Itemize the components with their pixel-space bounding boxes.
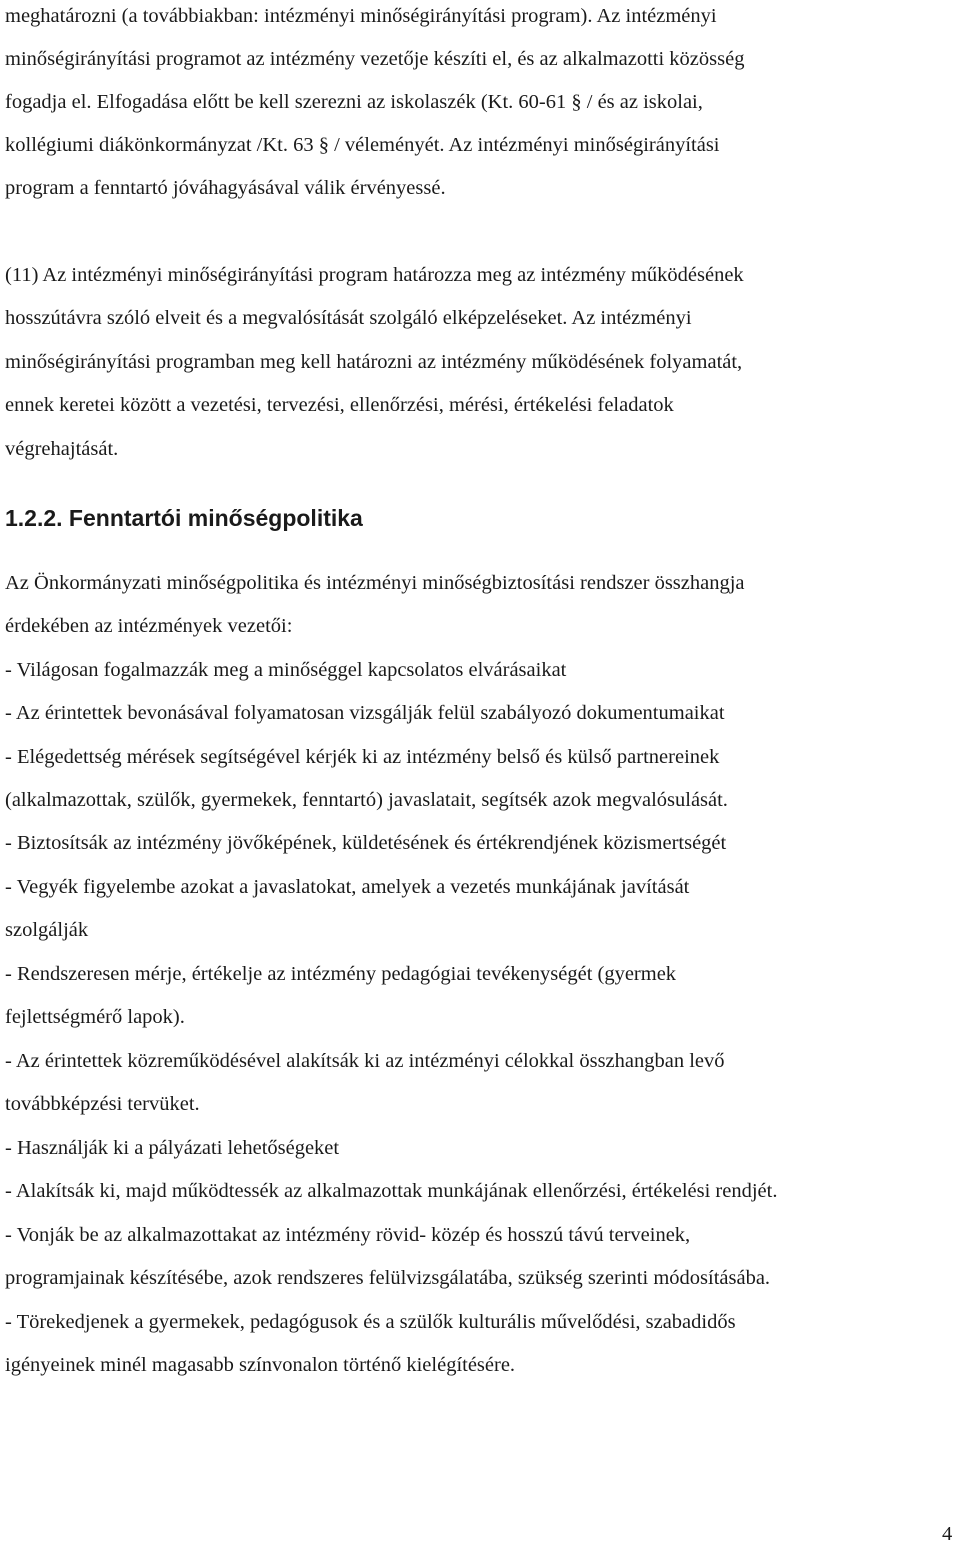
list-item: - Biztosítsák az intézmény jövőképének, küldetésének és értékrendjének közismertségét bbox=[5, 832, 727, 854]
text-line: programjainak készítésébe, azok rendszeres felülvizsgálatába, szükség szerinti módosításába. bbox=[5, 1267, 771, 1289]
list-item: - Elégedettség mérések segítségével kérjék ki az intézmény belső és külső partnereinek bbox=[5, 746, 720, 768]
text-line: fogadja el. Elfogadása előtt be kell szerezni az iskolaszék (Kt. 60-61 § / és az iskolai, bbox=[5, 91, 703, 113]
section-heading: 1.2.2. Fenntartói minőségpolitika bbox=[5, 505, 363, 531]
text-line: szolgálják bbox=[5, 919, 89, 941]
page-number: 4 bbox=[942, 1523, 953, 1545]
text-line: minőségirányítási programban meg kell határozni az intézmény működésének folyamatát, bbox=[5, 351, 743, 373]
text-line: (11) Az intézményi minőségirányítási program határozza meg az intézmény működésének bbox=[5, 264, 744, 286]
text-line: (alkalmazottak, szülők, gyermekek, fenntartó) javaslatait, segítsék azok megvalósulását. bbox=[5, 789, 728, 811]
text-line: fejlettségmérő lapok). bbox=[5, 1006, 185, 1028]
list-item: - Alakítsák ki, majd működtessék az alkalmazottak munkájának ellenőrzési, értékelési rendjét. bbox=[5, 1180, 778, 1202]
text-line: meghatározni (a továbbiakban: intézményi minőségirányítási program). Az intézményi bbox=[5, 5, 717, 27]
text-line: Az Önkormányzati minőségpolitika és intézményi minőségbiztosítási rendszer összhangja bbox=[5, 572, 745, 594]
text-line: ennek keretei között a vezetési, tervezési, ellenőrzési, mérési, értékelési feladatok bbox=[5, 394, 674, 416]
list-item: - Rendszeresen mérje, értékelje az intézmény pedagógiai tevékenységét (gyermek bbox=[5, 963, 677, 985]
list-item: - Használják ki a pályázati lehetőségeket bbox=[5, 1137, 340, 1159]
text-line: program a fenntartó jóváhagyásával válik érvényessé. bbox=[5, 177, 446, 199]
list-item: - Az érintettek közreműködésével alakítsák ki az intézményi célokkal összhangban levő bbox=[5, 1050, 725, 1072]
list-item: - Vonják be az alkalmazottakat az intézmény rövid- közép és hosszú távú terveinek, bbox=[5, 1224, 691, 1246]
text-line: érdekében az intézmények vezetői: bbox=[5, 615, 293, 637]
list-item: - Világosan fogalmazzák meg a minőséggel kapcsolatos elvárásaikat bbox=[5, 659, 567, 681]
text-line: igényeinek minél magasabb színvonalon történő kielégítésére. bbox=[5, 1354, 516, 1376]
list-item: - Törekedjenek a gyermekek, pedagógusok és a szülők kulturális művelődési, szabadidős bbox=[5, 1311, 736, 1333]
text-line: végrehajtását. bbox=[5, 438, 119, 460]
text-line: kollégiumi diákönkormányzat /Kt. 63 § / véleményét. Az intézményi minőségirányítási bbox=[5, 134, 720, 156]
list-item: - Vegyék figyelembe azokat a javaslatokat, amelyek a vezetés munkájának javítását bbox=[5, 876, 690, 898]
text-line: továbbképzési tervüket. bbox=[5, 1093, 200, 1115]
text-line: minőségirányítási programot az intézmény vezetője készíti el, és az alkalmazotti közösség bbox=[5, 48, 745, 70]
text-line: hosszútávra szóló elveit és a megvalósítását szolgáló elképzeléseket. Az intézményi bbox=[5, 307, 692, 329]
list-item: - Az érintettek bevonásával folyamatosan vizsgálják felül szabályozó dokumentumaikat bbox=[5, 702, 725, 724]
